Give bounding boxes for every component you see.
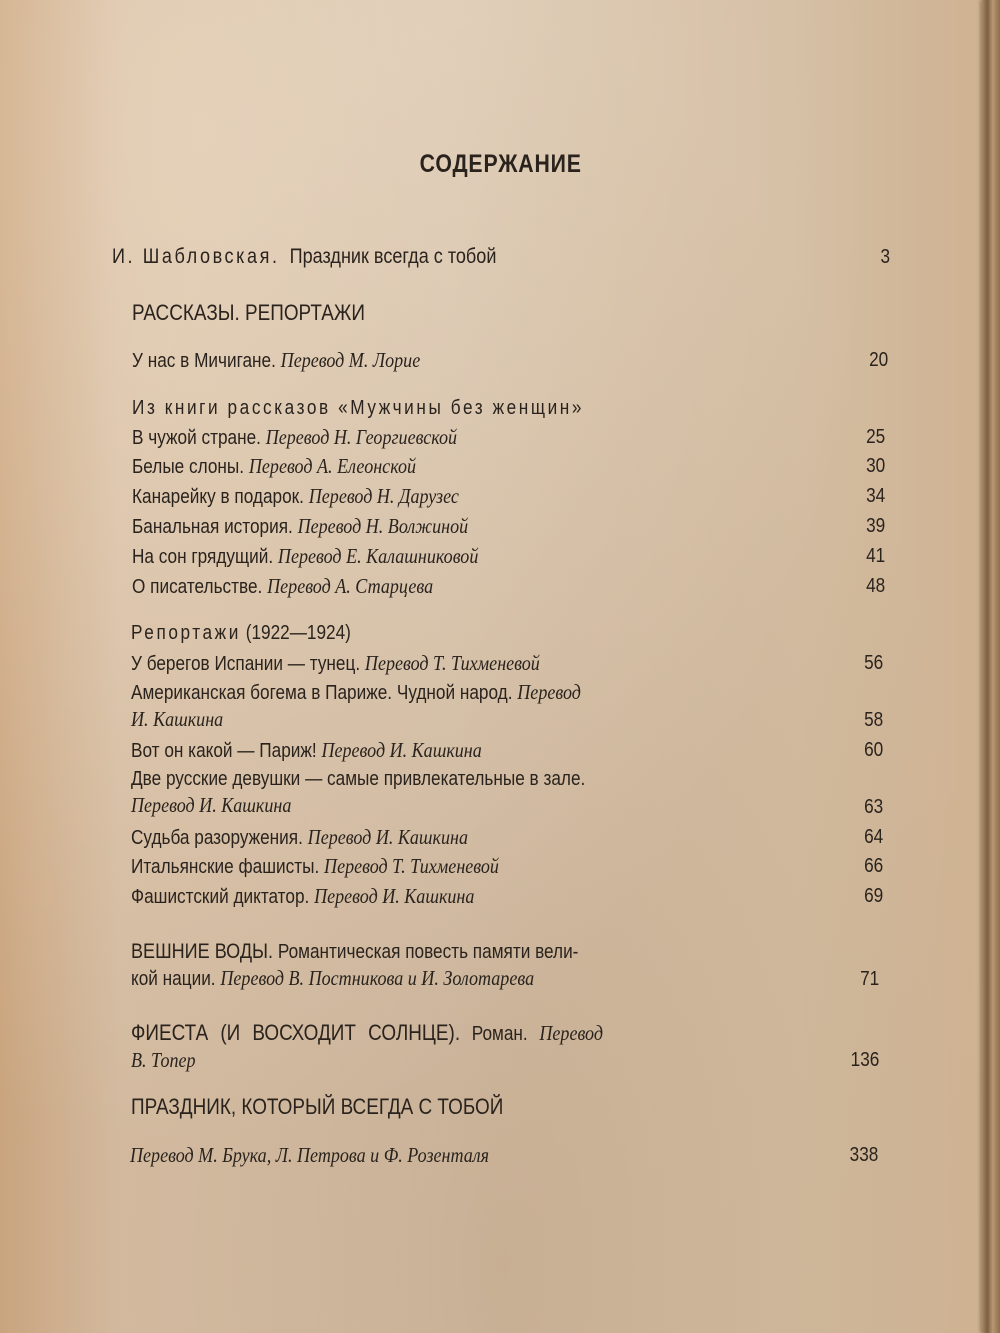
entry-translator: Перевод Н. Волжиной (297, 514, 469, 538)
entry-translator: Перевод М. Брука, Л. Петрова и Ф. Розенталя (130, 1143, 490, 1167)
page-number: 56 (863, 652, 883, 674)
entry-translator: Перевод (539, 1021, 603, 1045)
entry-title: О писательстве. (132, 576, 263, 598)
entry-translator-continued: В. Топер (131, 1048, 196, 1072)
section-heading-text: РАССКАЗЫ. РЕПОРТАЖИ (132, 300, 365, 325)
entry-title: ФИЕСТА (И ВОСХОДИТ СОЛНЦЕ). (131, 1020, 461, 1045)
entry-title: Итальянские фашисты. (131, 856, 320, 878)
page-title: СОДЕРЖАНИЕ (419, 150, 582, 178)
page-number: 41 (865, 545, 885, 567)
entry-translator: Перевод И. Кашкина (307, 825, 469, 849)
entry-subtitle-continued: кой нации. (131, 968, 216, 990)
section-heading-stories-reports (132, 300, 892, 327)
entry-translator: Перевод Т. Тихменевой (364, 651, 540, 675)
entry-title: Две русские девушки — самые привлекательные в зале. (131, 768, 586, 790)
page-number: 64 (863, 826, 883, 848)
entry-title: Праздник всегда с тобой (289, 245, 497, 268)
entry-translator: Перевод В. Постникова и И. Золотарева (220, 966, 535, 990)
entry-translator: Перевод М. Лорие (280, 348, 421, 372)
entry-translator: Перевод И. Кашкина (131, 793, 292, 817)
entry-title: Белые слоны. (132, 456, 245, 478)
entry-translator: Перевод А. Елеонской (248, 454, 417, 478)
page-number: 136 (850, 1049, 879, 1071)
entry-translator: Перевод Н. Георгиевской (265, 425, 458, 449)
entry-translator: Перевод Н. Дарузес (308, 484, 459, 508)
page-number: 63 (863, 796, 883, 818)
page-number: 30 (865, 455, 885, 477)
entry-translator: Перевод Т. Тихменевой (324, 854, 499, 878)
toc-entry (132, 543, 885, 570)
toc-entry (131, 853, 883, 880)
entry-title: Фашистский диктатор. (131, 886, 310, 908)
entry-title: ВЕШНИЕ ВОДЫ. (131, 940, 274, 963)
toc-entry (131, 766, 883, 822)
page-number: 69 (863, 885, 883, 907)
subsection-heading-text: Репортажи (131, 622, 241, 644)
toc-entry (131, 650, 883, 677)
toc-entry-moveable-feast-title (131, 1094, 879, 1121)
entry-translator: Перевод Е. Калашниковой (277, 544, 479, 568)
entry-title: Канарейку в подарок. (132, 486, 304, 508)
entry-subtitle: Романтическая повесть памяти вели- (277, 941, 579, 963)
toc-entry (132, 347, 888, 374)
entry-title: Американская богема в Париже. Чудной народ. (131, 682, 513, 704)
entry-genre: Роман. (471, 1023, 528, 1045)
subsection-heading-years: (1922—1924) (245, 622, 351, 644)
toc-entry (131, 679, 883, 735)
toc-entry (131, 824, 883, 851)
page-number: 39 (865, 515, 885, 537)
page-edge (982, 0, 1000, 1333)
subsection-heading-reports (131, 620, 891, 646)
page-number: 20 (868, 349, 888, 371)
toc-entry (132, 573, 885, 600)
page-number: 338 (849, 1144, 878, 1166)
toc-entry-spring-torrents (131, 939, 879, 995)
page-number: 48 (865, 575, 885, 597)
page-number: 58 (863, 709, 883, 731)
toc-entry (132, 424, 885, 451)
entry-title: На сон грядущий. (132, 546, 274, 568)
entry-translator: Перевод А. Старцева (267, 574, 434, 598)
entry-title: У нас в Мичигане. (132, 350, 276, 372)
entry-title: В чужой стране. (132, 427, 261, 449)
entry-translator-continued: И. Кашкина (131, 707, 224, 731)
entry-translator: Перевод И. Кашкина (321, 738, 482, 762)
entry-title: У берегов Испании — тунец. (131, 653, 361, 675)
page-number: 66 (863, 855, 883, 877)
toc-entry (132, 513, 885, 540)
page-number: 25 (865, 426, 885, 448)
toc-entry-moveable-feast-translator (130, 1142, 878, 1169)
toc-entry-intro (112, 244, 890, 270)
toc-entry (132, 483, 885, 510)
toc-entry-fiesta (131, 1020, 879, 1076)
page-number: 3 (880, 246, 890, 268)
entry-author: И. Шабловская. (112, 245, 280, 268)
entry-title: Банальная история. (132, 516, 293, 538)
page-number: 71 (859, 968, 879, 990)
subsection-heading-men-without-women (132, 395, 892, 421)
entry-title: Вот он какой — Париж! (131, 740, 317, 762)
toc-entry (131, 883, 883, 910)
subsection-heading-text: Из книги рассказов «Мужчины без женщин» (132, 397, 585, 419)
entry-title: ПРАЗДНИК, КОТОРЫЙ ВСЕГДА С ТОБОЙ (131, 1094, 504, 1119)
page-number: 60 (863, 739, 883, 761)
toc-entry (131, 737, 883, 764)
entry-translator: Перевод И. Кашкина (314, 884, 475, 908)
toc-entry (132, 453, 885, 480)
page-number: 34 (865, 485, 885, 507)
entry-translator: Перевод (517, 680, 581, 704)
entry-title: Судьба разоружения. (131, 827, 303, 849)
